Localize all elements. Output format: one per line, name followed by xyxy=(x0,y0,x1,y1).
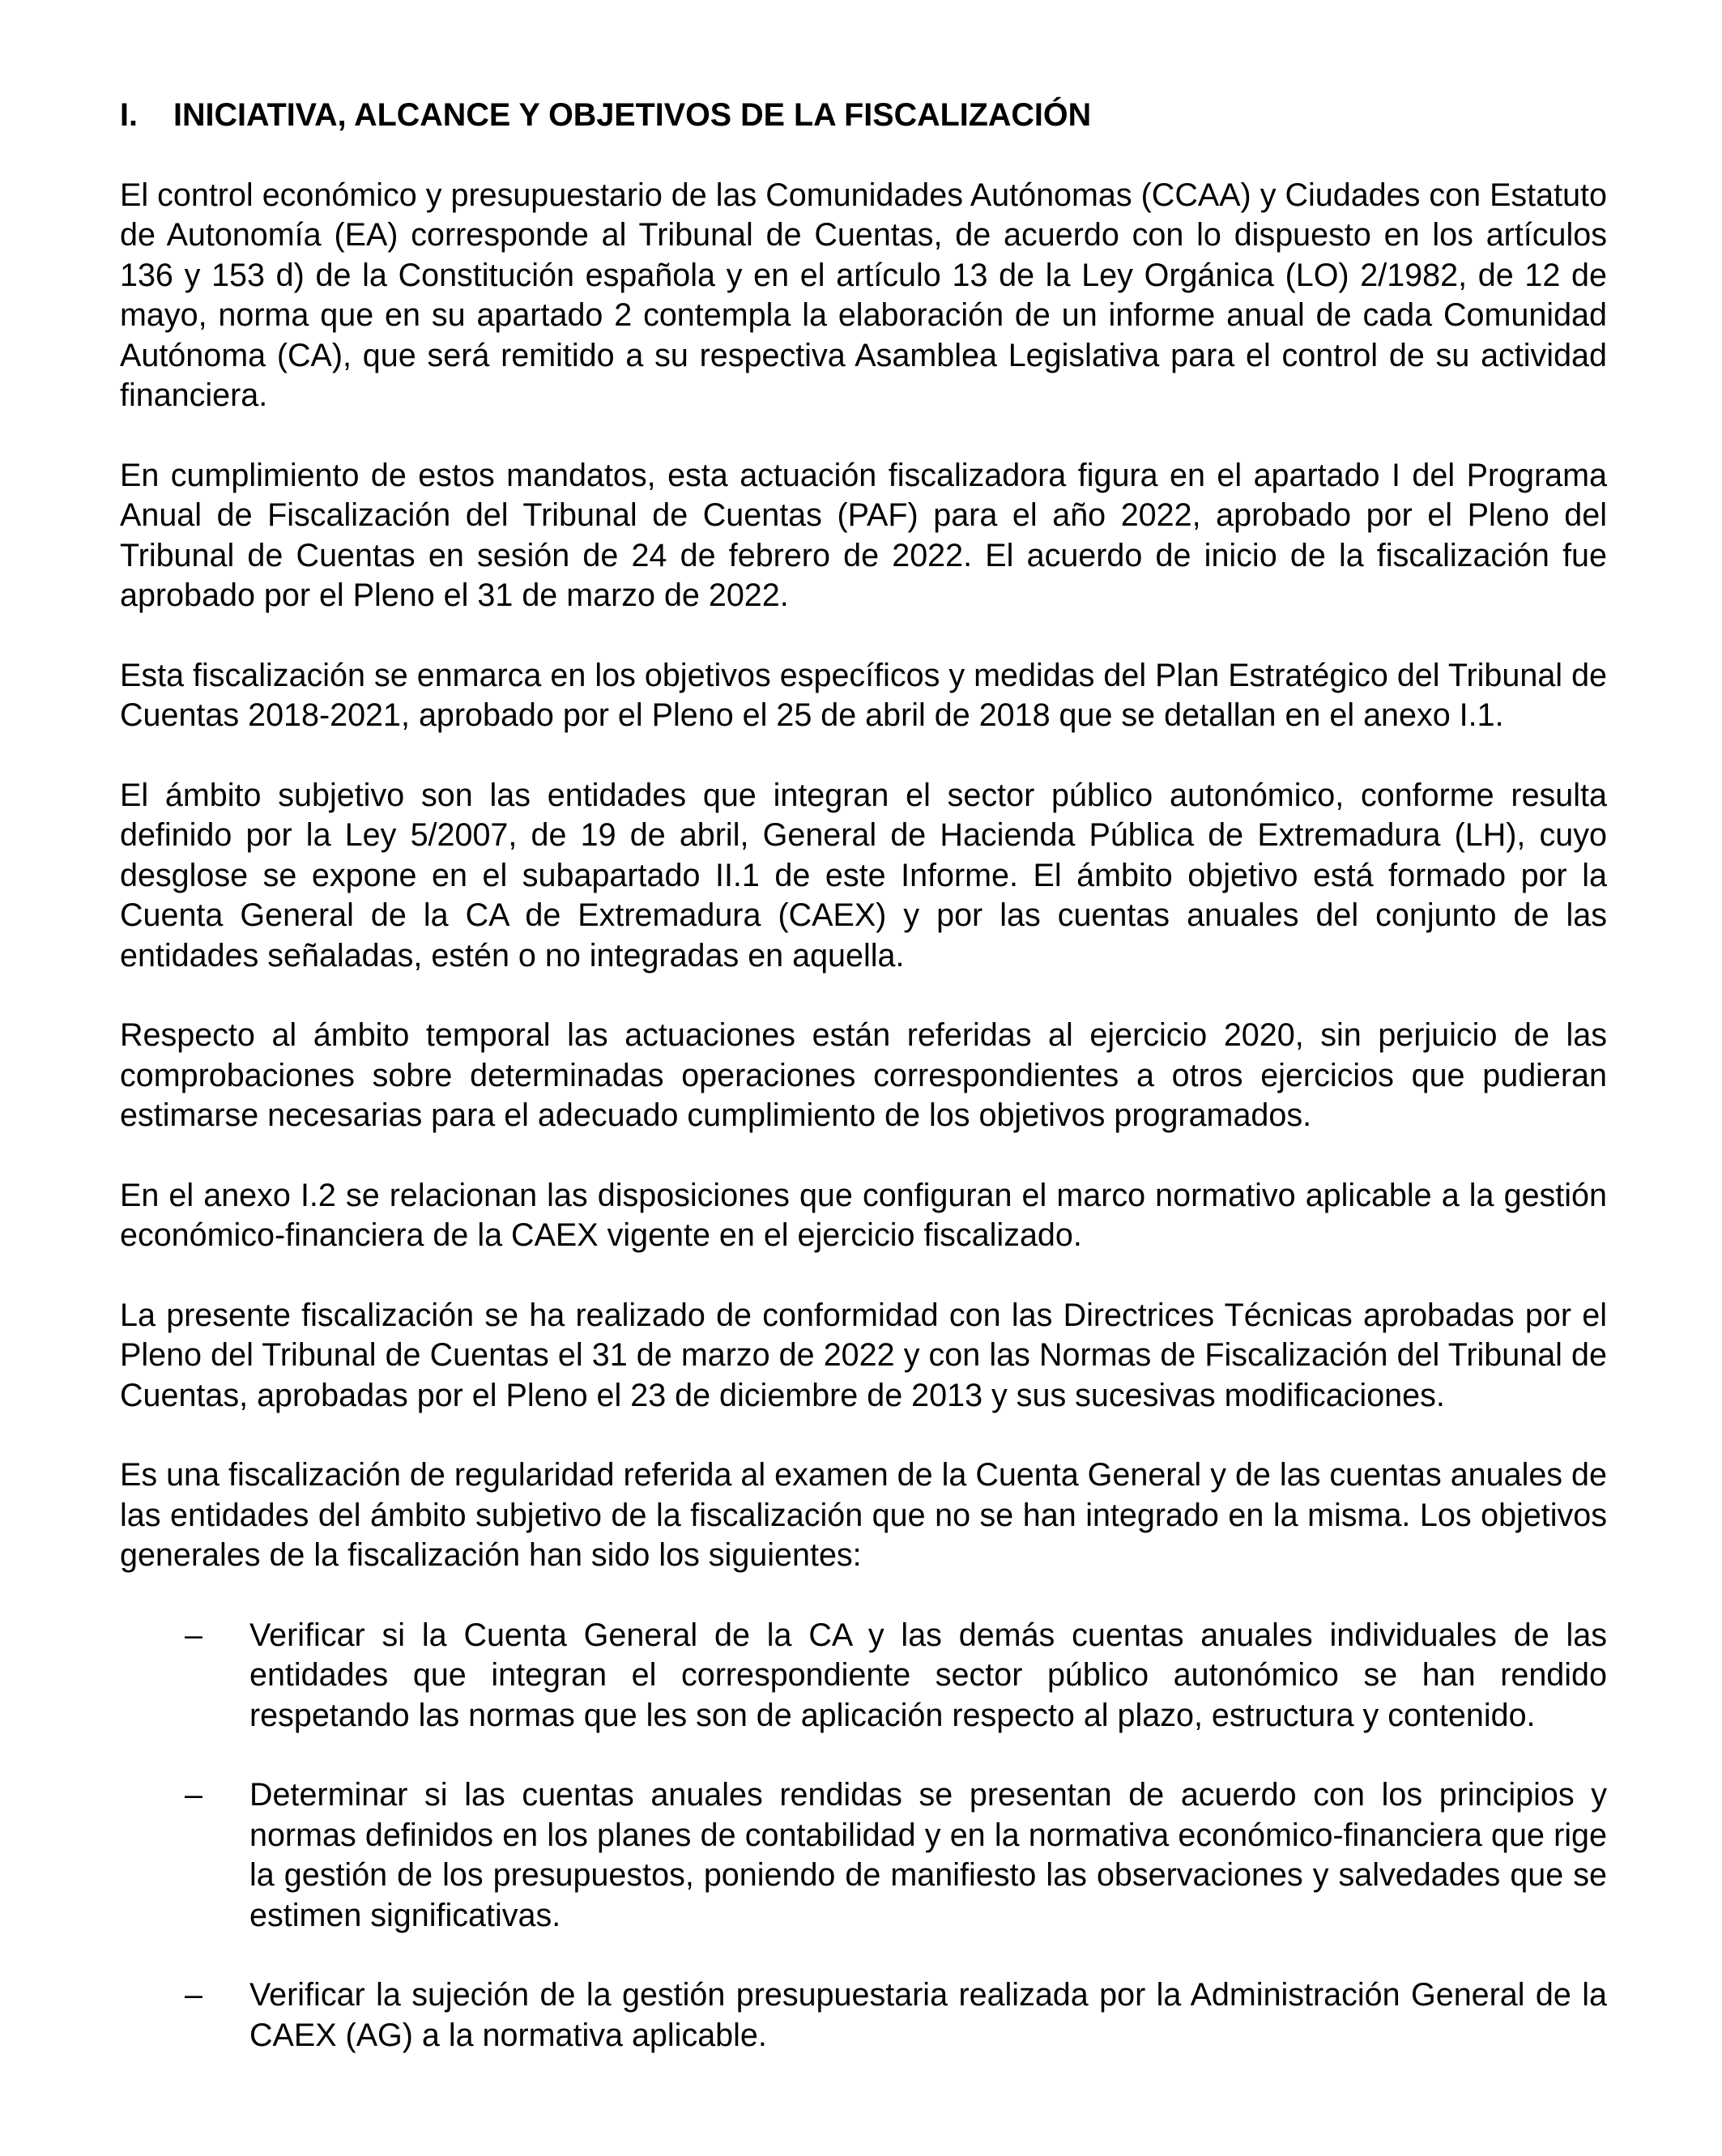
list-item xyxy=(120,1975,1607,2056)
section-number: I. xyxy=(120,97,138,133)
list-item-text: Verificar si la Cuenta General de la CA y las demás cuentas anuales individuales de las entidades que integran el correspondiente sector público autonómico se han rendido respetando las normas que les son de aplicación respecto al plazo, estructura y contenido. xyxy=(249,1617,1607,1733)
dash-bullet: – xyxy=(185,1777,202,1813)
dash-bullet: – xyxy=(185,1617,202,1653)
paragraph-marco-normativo: En el anexo I.2 se relacionan las disposiciones que configuran el marco normativo aplicable a la gestión económico-financiera de la CAEX vigente en el ejercicio fiscalizado. xyxy=(120,1177,1607,1253)
paragraph-ambito-subjetivo: El ámbito subjetivo son las entidades que integran el sector público autonómico, conforme resulta definido por la Ley 5/2007, de 19 de abril, General de Hacienda Pública de Extremadura (LH), cuyo desglose se expone en el subapartado II.1 de este Informe. El ámbito objetivo está formado por la Cuenta General de la CA de Extremadura (CAEX) y por las cuentas anuales del conjunto de las entidades señaladas, estén o no integradas en aquella. xyxy=(120,777,1607,974)
list-item xyxy=(120,1616,1607,1736)
section-title: INICIATIVA, ALCANCE Y OBJETIVOS DE LA FISCALIZACIÓN xyxy=(173,97,1092,133)
list-item xyxy=(120,1775,1607,1936)
dash-bullet: – xyxy=(185,1977,202,2013)
paragraph-directrices-tecnicas: La presente fiscalización se ha realizado de conformidad con las Directrices Técnicas aprobadas por el Pleno del Tribunal de Cuentas el 31 de marzo de 2022 y con las Normas de Fiscalización del Tribunal de Cuentas, aprobadas por el Pleno el 23 de diciembre de 2013 y sus sucesivas modificaciones. xyxy=(120,1297,1607,1413)
document-page xyxy=(120,96,1607,2095)
list-item-text: Verificar la sujeción de la gestión presupuestaria realizada por la Administración General de la CAEX (AG) a la normativa aplicable. xyxy=(249,1977,1607,2053)
paragraph-cumplimiento-mandatos: En cumplimiento de estos mandatos, esta actuación fiscalizadora figura en el apartado I del Programa Anual de Fiscalización del Tribunal de Cuentas (PAF) para el año 2022, aprobado por el Pleno del Tribunal de Cuentas en sesión de 24 de febrero de 2022. El acuerdo de inicio de la fiscalización fue aprobado por el Pleno el 31 de marzo de 2022. xyxy=(120,457,1607,613)
paragraph-control-economico: El control económico y presupuestario de las Comunidades Autónomas (CCAA) y Ciudades con Estatuto de Autonomía (EA) corresponde al Tribunal de Cuentas, de acuerdo con lo dispuesto en los artículos 136 y 153 d) de la Constitución española y en el artículo 13 de la Ley Orgánica (LO) 2/1982, de 12 de mayo, norma que en su apartado 2 contempla la elaboración de un informe anual de cada Comunidad Autónoma (CA), que será remitido a su respectiva Asamblea Legislativa para el control de su actividad financiera. xyxy=(120,177,1607,413)
list-item-text: Determinar si las cuentas anuales rendidas se presentan de acuerdo con los principios y normas definidos en los planes de contabilidad y en la normativa económico-financiera que rige la gestión de los presupuestos, poniendo de manifiesto las observaciones y salvedades que se estimen significativas. xyxy=(249,1777,1607,1933)
paragraph-fiscalizacion-regularidad: Es una fiscalización de regularidad referida al examen de la Cuenta General y de las cuentas anuales de las entidades del ámbito subjetivo de la fiscalización que no se han integrado en la misma. Los objetivos generales de la fiscalización han sido los siguientes: xyxy=(120,1457,1607,1573)
paragraph-ambito-temporal: Respecto al ámbito temporal las actuaciones están referidas al ejercicio 2020, sin perjuicio de las comprobaciones sobre determinadas operaciones correspondientes a otros ejercicios que pudieran estimarse necesarias para el adecuado cumplimiento de los objetivos programados. xyxy=(120,1017,1607,1133)
paragraph-plan-estrategico: Esta fiscalización se enmarca en los objetivos específicos y medidas del Plan Estratégico del Tribunal de Cuentas 2018-2021, aprobado por el Pleno el 25 de abril de 2018 que se detallan en el anexo I.1. xyxy=(120,657,1607,733)
section-heading xyxy=(120,96,1607,136)
objectives-list xyxy=(120,1616,1607,2056)
